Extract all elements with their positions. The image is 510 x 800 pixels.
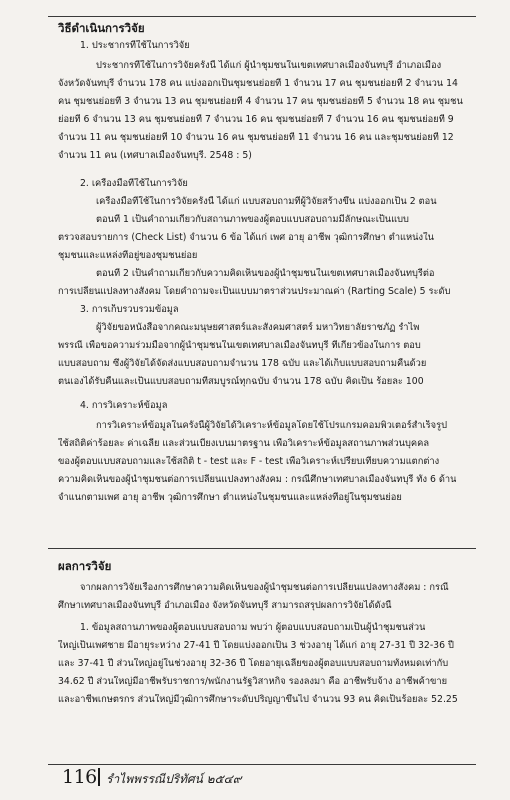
paragraph-line: พรรณี เพื่อขอความร่วมมือจากผู้นำชุมชนในเขตเทศบาลเมืองจันทบุรี ที่เกี่ยวข้องในการ ตอบ — [58, 340, 421, 351]
paragraph-line: การเปลี่ยนแปลงทางสังคม โดยคำถามจะเป็นแบบมาตราส่วนประมาณค่า (Rarting Scale) 5 ระดับ — [58, 286, 451, 297]
paragraph-line: และ 37-41 ปี ส่วนใหญ่อยู่ในช่วงอายุ 32-36 ปี โดยอายุเฉลี่ยของผู้ตอบแบบสอบถามทั้งหมดเท่ากับ — [58, 658, 449, 669]
paragraph-line: ใช้สถิติค่าร้อยละ ค่าเฉลี่ย และส่วนเบี่ยงเบนมาตรฐาน เพื่อวิเคราะห์ข้อมูลสถานภาพส่วนบุคคล — [58, 438, 430, 449]
paragraph-line: ของผู้ตอบแบบสอบถามและใช้สถิติ t - test และ F - test เพื่อวิเคราะห์เปรียบเทียบความแตกต่าง — [58, 456, 440, 467]
paragraph-line: จำแนกตามเพศ อายุ อาชีพ วุฒิการศึกษา ตำแหน่งในชุมชนและแหล่งที่อยู่ในชุมชนย่อย — [58, 492, 402, 503]
paragraph-line: จำนวน 11 คน ชุมชนย่อยที่ 10 จำนวน 16 คน ชุมชนย่อยที่ 11 จำนวน 16 คน และชุมชนย่อยที่ 12 — [58, 132, 454, 143]
paragraph-line: 1. ข้อมูลสถานภาพของผู้ตอบแบบสอบถาม พบว่า ผู้ตอบแบบสอบถามเป็นผู้นำชุมชนส่วน — [80, 622, 426, 633]
paragraph-line: เครื่องมือที่ใช้ในการวิจัยครั้งนี้ ได้แก่ แบบสอบถามที่ผู้วิจัยสร้างขึ้น แบ่งออกเป็น 2 ตอน — [96, 196, 437, 207]
paragraph-line: การวิเคราะห์ข้อมูลในครั้งนี้ผู้วิจัยได้วิเคราะห์ข้อมูลโดยใช้โปรแกรมคอมพิวเตอร์สำเร็จรูป — [96, 420, 447, 431]
paragraph-line: 34.62 ปี ส่วนใหญ่มีอาชีพรับราชการ/พนักงานรัฐวิสาหกิจ รองลงมา คือ อาชีพรับจ้าง อาชีพค้าขาย — [58, 676, 448, 687]
paragraph-line: ย่อยที่ 6 จำนวน 13 คน ชุมชนย่อยที่ 7 จำนวน 16 คน ชุมชนย่อยที่ 7 จำนวน 16 คน ชุมชนย่อยที่ 9 — [58, 114, 454, 125]
paragraph-line: ตอนที่ 2 เป็นคำถามเกี่ยวกับความคิดเห็นของผู้นำชุมชนในเขตเทศบาลเมืองจันทบุรีต่อ — [96, 268, 435, 279]
top-rule — [48, 16, 476, 17]
paragraph-line: แบบสอบถาม ซึ่งผู้วิจัยได้จัดส่งแบบสอบถามจำนวน 178 ฉบับ และได้เก็บแบบสอบถามคืนด้วย — [58, 358, 427, 369]
paragraph-line: ความคิดเห็นของผู้นำชุมชนต่อการเปลี่ยนแปลงทางสังคม : กรณีศึกษาเทศบาลเมืองจันทบุรี ทั้ง 6 ด้าน — [58, 474, 457, 485]
paragraph-line: จากผลการวิจัยเรื่องการศึกษาความคิดเห็นของผู้นำชุมชนต่อการเปลี่ยนแปลงทางสังคม : กรณี — [80, 582, 449, 593]
paragraph-line: ผู้วิจัยขอหนังสือจากคณะมนุษยศาสตร์และสังคมศาสตร์ มหาวิทยาลัยราชภัฏ รำไพ — [96, 322, 420, 333]
paragraph-line: และอาชีพเกษตรกร ส่วนใหญ่มีวุฒิการศึกษาระดับปริญญาขึ้นไป จำนวน 93 คน คิดเป็นร้อยละ 52.25 — [58, 694, 458, 705]
journal-title: รำไพพรรณีปริทัศน์ ๒๕๔๙ — [106, 772, 242, 786]
footer-rule — [48, 764, 476, 765]
paragraph-line: 1. ประชากรที่ใช้ในการวิจัย — [80, 40, 190, 51]
paragraph-line: ตรวจสอบรายการ (Check List) จำนวน 6 ข้อ ได้แก่ เพศ อายุ อาชีพ วุฒิการศึกษา ตำแหน่งใน — [58, 232, 434, 243]
paragraph-line: จังหวัดจันทบุรี จำนวน 178 คน แบ่งออกเป็นชุมชนย่อยที่ 1 จำนวน 17 คน ชุมชนย่อยที่ 2 จำนวน 14 — [58, 78, 458, 89]
section-divider — [48, 548, 476, 549]
section-heading-method: วิธีดำเนินการวิจัย — [58, 21, 145, 35]
paragraph-line: ประชากรที่ใช้ในการวิจัยครั้งนี้ ได้แก่ ผู้นำชุมชนในเขตเทศบาลเมืองจันทบุรี อำเภอเมือง — [96, 60, 442, 71]
footer-separator — [98, 768, 100, 786]
paragraph-line: จำนวน 11 คน (เทศบาลเมืองจันทบุรี. 2548 : 5) — [58, 150, 252, 161]
paragraph-line: ศึกษาเทศบาลเมืองจันทบุรี อำเภอเมือง จังหวัดจันทบุรี สามารถสรุปผลการวิจัยได้ดังนี้ — [58, 600, 392, 611]
section-heading-results: ผลการวิจัย — [58, 559, 112, 573]
paragraph-line: ชุมชนและแหล่งที่อยู่ของชุมชนย่อย — [58, 250, 198, 261]
paragraph-line: คน ชุมชนย่อยที่ 3 จำนวน 13 คน ชุมชนย่อยที่ 4 จำนวน 17 คน ชุมชนย่อยที่ 5 จำนวน 18 คน ชุมชน — [58, 96, 463, 107]
paragraph-line: ใหญ่เป็นเพศชาย มีอายุระหว่าง 27-41 ปี โดยแบ่งออกเป็น 3 ช่วงอายุ ได้แก่ อายุ 27-31 ปี 32-36 ปี — [58, 640, 454, 651]
paragraph-line: ตนเองได้รับคืนและเป็นแบบสอบถามที่สมบูรณ์ทุกฉบับ จำนวน 178 ฉบับ คิดเป็น ร้อยละ 100 — [58, 376, 424, 387]
paragraph-line: 4. การวิเคราะห์ข้อมูล — [80, 400, 168, 411]
paragraph-line: 3. การเก็บรวบรวมข้อมูล — [80, 304, 179, 315]
page-number: 116 — [62, 766, 97, 788]
paragraph-line: 2. เครื่องมือที่ใช้ในการวิจัย — [80, 178, 188, 189]
paragraph-line: ตอนที่ 1 เป็นคำถามเกี่ยวกับสถานภาพของผู้ตอบแบบสอบถามมีลักษณะเป็นแบบ — [96, 214, 409, 225]
